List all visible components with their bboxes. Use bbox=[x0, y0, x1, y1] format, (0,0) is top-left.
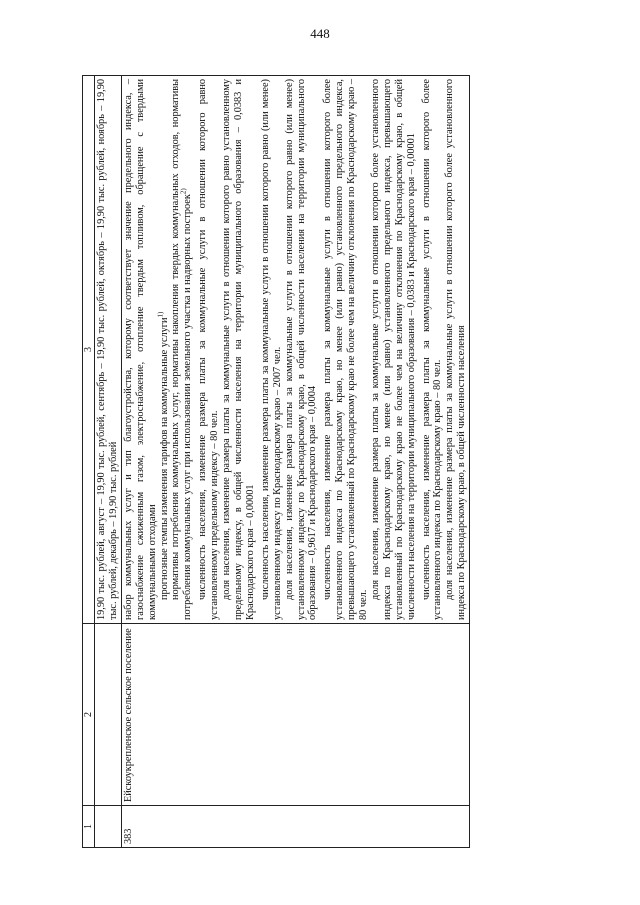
column-header-2: 2 bbox=[83, 624, 95, 806]
column-header-1: 1 bbox=[83, 806, 95, 848]
block2-count: численность населения, изменение размера платы за коммунальные услуги в отношении которого равно (или менее) установленному индексу по Краснодарскому краю – 2007 чел. bbox=[259, 79, 283, 620]
block2-share: доля населения, изменение размера платы за коммунальные услуги в отношении которого равно (или менее) установленному индексу по Краснодарскому краю, в общей численности населения на территории муниципального образования – 0,9617 и Краснодарского края – 0,0004 bbox=[283, 79, 319, 620]
block4-share: доля населения, изменение размера платы за коммунальные услуги в отношении которого более установленного индекса по Краснодарскому краю, в общей численности населения bbox=[444, 79, 468, 620]
block4-count: численность населения, изменение размера платы за коммунальные услуги в отношении которого более установленного индекса по Краснодарскому краю – 80 чел. bbox=[420, 79, 444, 620]
forecast-text: прогнозные темпы изменения тарифов на коммунальные услуги bbox=[158, 317, 170, 600]
norms-text: нормативы потребления коммунальных услуг, нормативы накопления твердых коммунальных отходов, нормативы потребления коммунальных услуг при использовании земельного участка и надворных построек bbox=[170, 79, 194, 620]
block3-share: доля населения, изменение размера платы за коммунальные услуги в отношении которого более установленного индекса по Краснодарскому краю, но менее (или равно) установленного предельного индекса, превышающего установленный по Краснодарскому краю не более чем на величину отклонения по Краснодарскому краю, в общей численности населения на территории муниципального образования – 0,0383 и Краснодарского края – 0,00001 bbox=[369, 79, 417, 620]
block1-count: численность населения, изменение размера платы за коммунальные услуги в отношении которого равно установленному предельному индексу – 80 чел. bbox=[197, 79, 221, 620]
row-number: 383 bbox=[121, 806, 469, 848]
forecast-line bbox=[156, 79, 171, 620]
footnote-1: 1) bbox=[156, 311, 165, 318]
block1-share: доля населения, изменение размера платы за коммунальные услуги в отношении которого равно установленному предельному индексу, в общей численности населения на территории муниципального образования – 0,0383 и Краснодарского края – 0,00001 bbox=[221, 79, 256, 620]
table-row bbox=[121, 76, 469, 848]
column-header-3: 3 bbox=[83, 76, 95, 624]
settlement-name: Ейскоукрепленское сельское поселение bbox=[121, 624, 469, 806]
utilities-table bbox=[82, 75, 470, 848]
continuation-row bbox=[95, 76, 122, 848]
norms-line bbox=[170, 79, 194, 620]
rotated-table-container bbox=[82, 76, 572, 848]
row-details bbox=[121, 76, 469, 624]
footnote-2: 2) bbox=[179, 188, 188, 195]
continuation-text: 19,90 тыс. рублей, август – 19,90 тыс. рублей, сентябрь – 19,90 тыс. рублей, октябрь – 19,90 тыс. рублей, ноябрь – 19,90 тыс. рублей, декабрь – 19,90 тыс. рублей bbox=[95, 76, 122, 624]
block3-count: численность населения, изменение размера платы за коммунальные услуги в отношении которого более установленного индекса по Краснодарскому краю, но менее (или равно) установленного предельного индекса, превышающего установленный по Краснодарскому краю не более чем на величину отклонения по Краснодарскому краю – 80 чел. bbox=[322, 79, 370, 620]
column-number-row bbox=[83, 76, 95, 848]
utilities-intro: набор коммунальных услуг и тип благоустройства, которому соответствует значение предельного индекса, – газоснабжение сжиженным газом, электроснабжение, отопление твердым топливом, обращение с твердыми коммунальными отходами bbox=[122, 79, 158, 620]
page-number: 448 bbox=[310, 26, 330, 41]
